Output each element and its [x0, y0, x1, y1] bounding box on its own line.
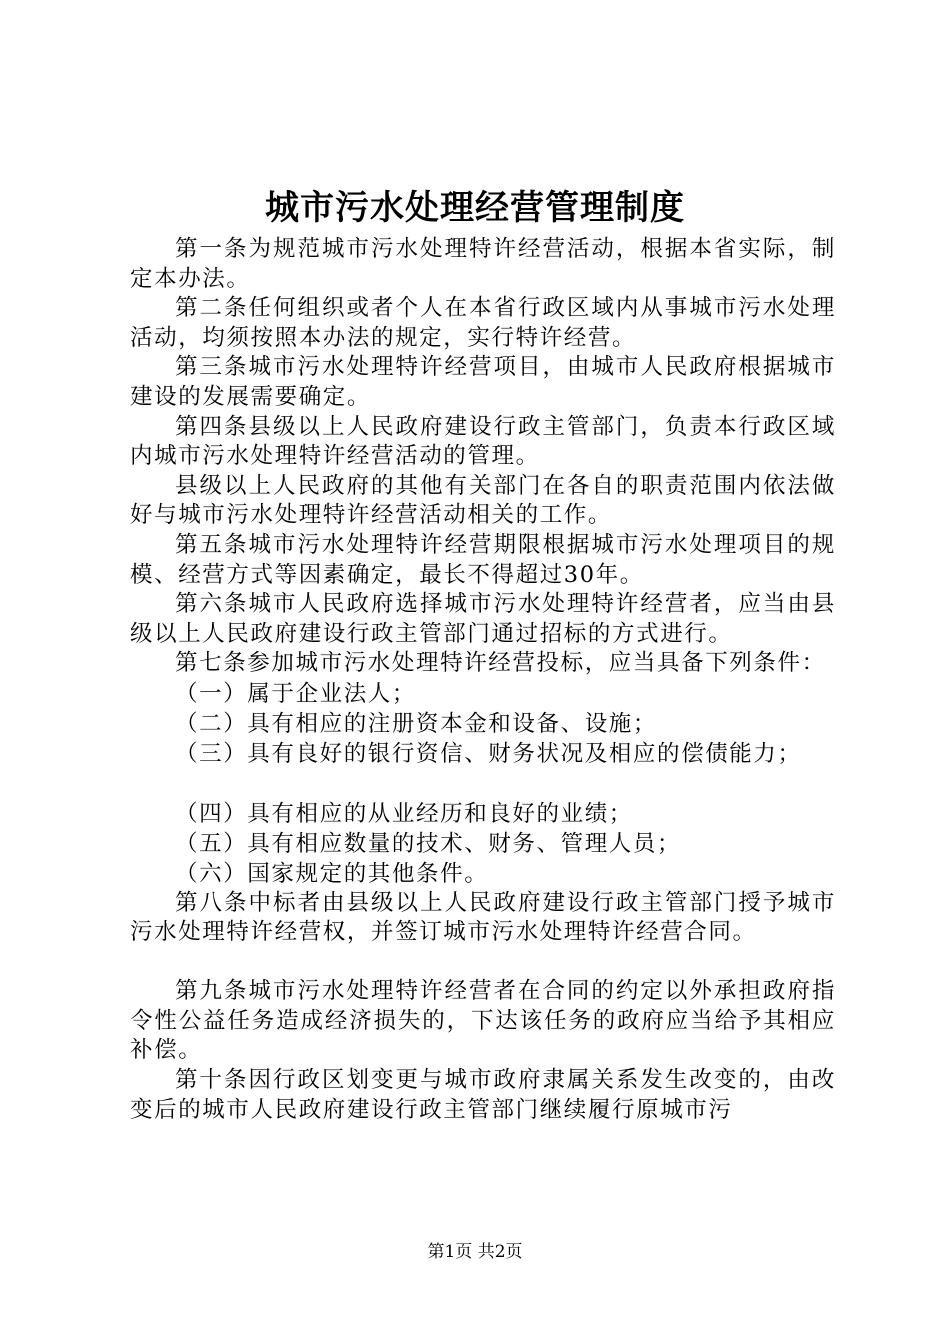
condition-item-2: （二）具有相应的注册资本金和设备、设施；	[175, 710, 658, 737]
paragraph-article-5: 第五条城市污水处理特许经营期限根据城市污水处理项目的规模、经营方式等因素确定，最长不得超过30年。	[130, 531, 836, 588]
paragraph-article-2: 第二条任何组织或者个人在本省行政区域内从事城市污水处理活动，均须按照本办法的规定，实行特许经营。	[130, 295, 836, 351]
blank-line	[130, 769, 836, 799]
condition-item-1: （一）属于企业法人；	[175, 680, 417, 707]
document-title: 城市污水处理经营管理制度	[265, 188, 685, 228]
paragraph-article-1: 第一条为规范城市污水处理特许经营活动，根据本省实际，制定本办法。	[130, 236, 836, 292]
condition-item-4: （四）具有相应的从业经历和良好的业绩；	[175, 800, 633, 827]
paragraph-article-7: 第七条参加城市污水处理特许经营投标，应当具备下列条件：	[175, 650, 826, 677]
condition-item-5: （五）具有相应数量的技术、财务、管理人员；	[175, 830, 682, 857]
paragraph-article-4: 第四条县级以上人民政府建设行政主管部门，负责本行政区域内城市污水处理特许经营活动的管理。	[130, 413, 836, 470]
paragraph-article-6: 第六条城市人民政府选择城市污水处理特许经营者，应当由县级以上人民政府建设行政主管部门通过招标的方式进行。	[130, 591, 836, 647]
condition-item-3: （三）具有良好的银行资信、财务状况及相应的偿债能力；	[175, 740, 802, 767]
paragraph-article-3: 第三条城市污水处理特许经营项目，由城市人民政府根据城市建设的发展需要确定。	[130, 354, 836, 410]
blank-line	[130, 948, 836, 978]
paragraph-article-8: 第八条中标者由县级以上人民政府建设行政主管部门授予城市污水处理特许经营权，并签订城市污水处理特许经营合同。	[130, 889, 836, 946]
page-footer: 第1页 共2页	[427, 1242, 523, 1262]
paragraph-article-10: 第十条因行政区划变更与城市政府隶属关系发生改变的，由改变后的城市人民政府建设行政主管部门继续履行原城市污	[130, 1067, 836, 1123]
condition-item-6: （六）国家规定的其他条件。	[175, 860, 489, 887]
paragraph-article-9: 第九条城市污水处理特许经营者在合同的约定以外承担政府指令性公益任务造成经济损失的，下达该任务的政府应当给予其相应补偿。	[130, 978, 836, 1064]
paragraph-article-4-sub: 县级以上人民政府的其他有关部门在各自的职责范围内依法做好与城市污水处理特许经营活动相关的工作。	[130, 472, 836, 529]
document-body	[130, 235, 836, 1125]
